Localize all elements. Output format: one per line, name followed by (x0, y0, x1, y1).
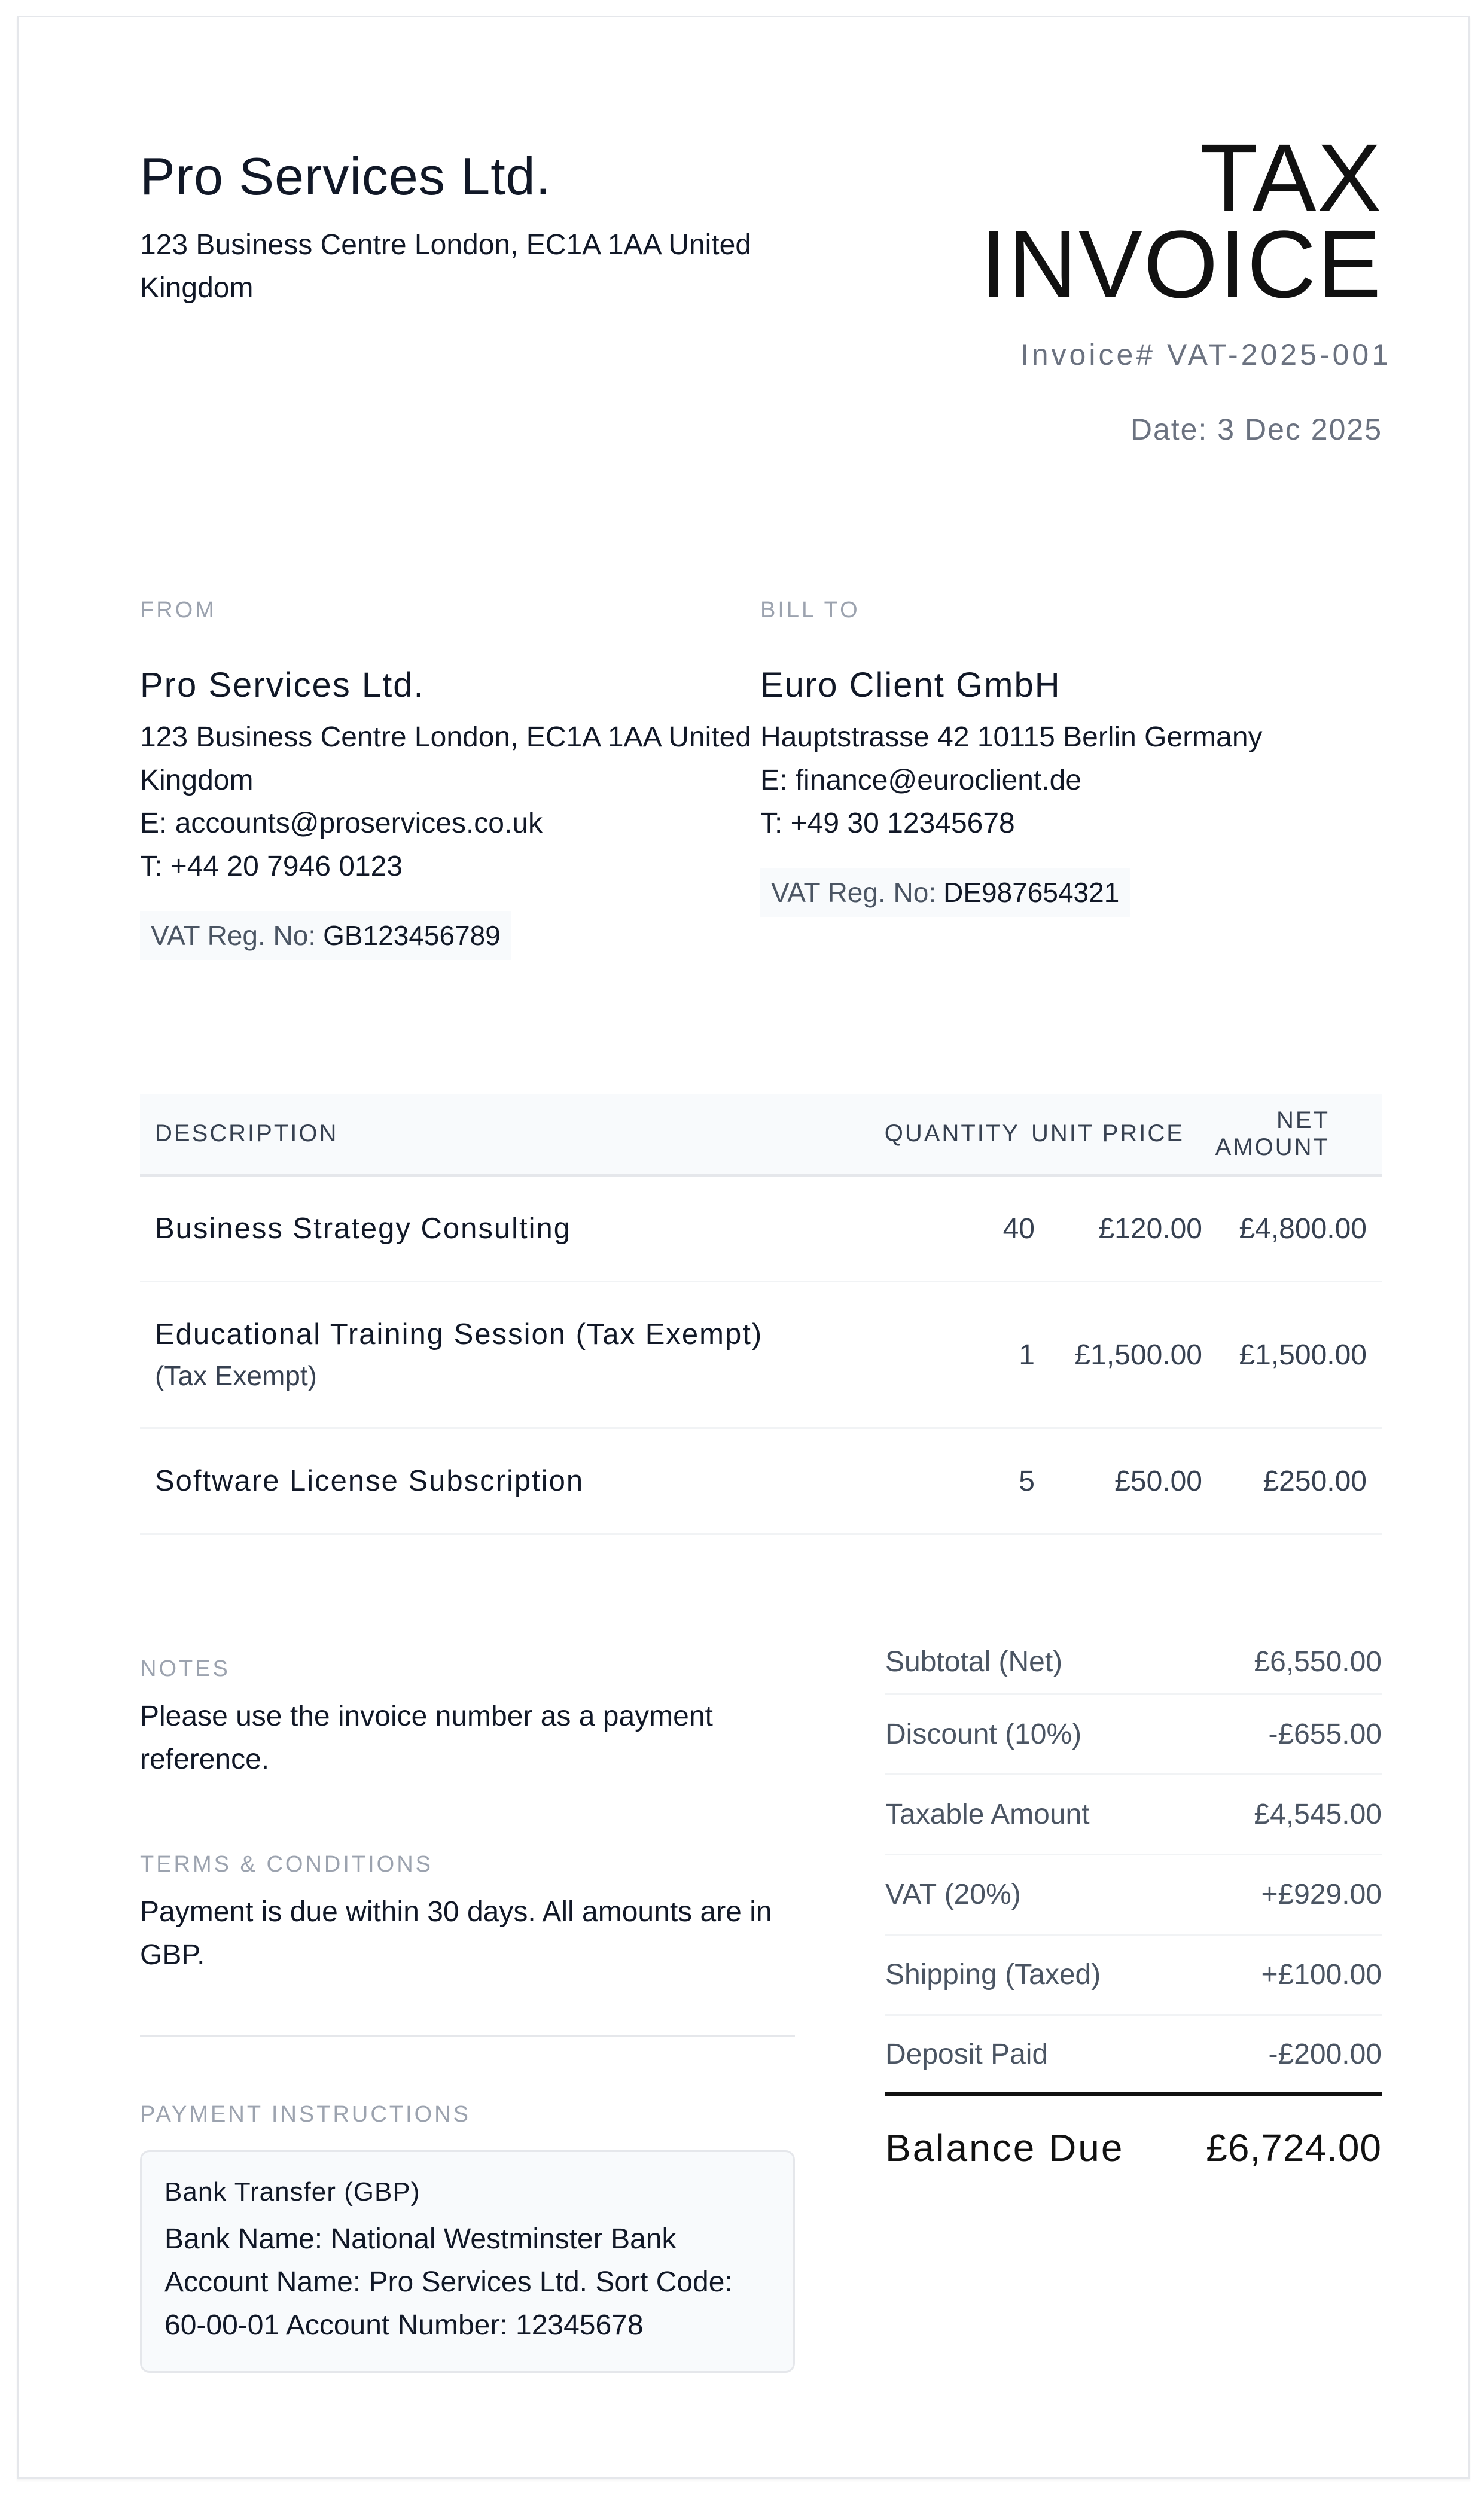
payment-method: Bank Transfer (GBP) (164, 2177, 420, 2206)
item-description: Software License Subscription (155, 1465, 584, 1497)
vat-label: VAT Reg. No: (151, 920, 316, 951)
total-label: Subtotal (Net) (885, 1646, 1063, 1678)
from-vat-badge (140, 911, 511, 960)
bank-details: Bank Name: National Westminster Bank Account Name: Pro Services Ltd. Sort Code: 60-00-01 Account Number: 12345678 (164, 2223, 733, 2341)
invoice-date: Date: 3 Dec 2025 (1130, 413, 1382, 446)
total-value: +£929.00 (1261, 1879, 1382, 1910)
discount-row (885, 1695, 1382, 1775)
total-value: -£200.00 (1268, 2038, 1382, 2070)
total-label: VAT (20%) (885, 1879, 1021, 1910)
total-value: £4,545.00 (1254, 1799, 1382, 1830)
item-description: Business Strategy Consulting (155, 1212, 572, 1245)
table-row (140, 1282, 1382, 1429)
total-label: Taxable Amount (885, 1799, 1090, 1830)
subtotal-row (885, 1632, 1382, 1695)
total-label: Shipping (Taxed) (885, 1959, 1101, 1991)
item-net-amount: £1,500.00 (1239, 1339, 1367, 1371)
total-label: Discount (10%) (885, 1718, 1082, 1750)
bill-to-label: BILL TO (760, 598, 860, 623)
notes-label: NOTES (140, 1656, 230, 1681)
column-header-net-amount: NET AMOUNT (1215, 1107, 1330, 1160)
terms-label: TERMS & CONDITIONS (140, 1852, 434, 1877)
item-net-amount: £4,800.00 (1239, 1212, 1367, 1245)
line-items-table (140, 1094, 1382, 1535)
bill-to-address: Hauptstrasse 42 10115 Berlin Germany (760, 721, 1263, 753)
invoice-page (17, 16, 1470, 2479)
document-title (736, 124, 1382, 318)
payment-instructions-box (140, 2150, 795, 2373)
title-line-1: TAX (1199, 124, 1382, 231)
total-label: Deposit Paid (885, 2038, 1049, 2070)
shipping-row (885, 1936, 1382, 2016)
deposit-row (885, 2016, 1382, 2096)
table-header (140, 1094, 1382, 1177)
column-header-description: DESCRIPTION (155, 1120, 339, 1147)
from-section (140, 598, 756, 960)
from-label: FROM (140, 598, 217, 623)
item-unit-price: £1,500.00 (1074, 1339, 1202, 1371)
table-row (140, 1177, 1382, 1282)
table-row (140, 1429, 1382, 1535)
balance-due-label: Balance Due (885, 2126, 1125, 2169)
bill-to-details (760, 716, 1376, 845)
bill-to-name: Euro Client GmbH (760, 666, 1061, 705)
payment-instructions-label: PAYMENT INSTRUCTIONS (140, 2102, 471, 2127)
company-address: 123 Business Centre London, EC1A 1AA United Kingdom (140, 229, 752, 304)
item-net-amount: £250.00 (1263, 1465, 1367, 1497)
item-description-cell (140, 1318, 897, 1392)
balance-due-row (885, 2126, 1382, 2170)
vat-value: DE987654321 (943, 877, 1120, 908)
invoice-number: Invoice# VAT-2025-001 (1020, 338, 1391, 371)
from-address: 123 Business Centre London, EC1A 1AA United Kingdom (140, 721, 752, 796)
from-phone: T: +44 20 7946 0123 (140, 851, 403, 882)
total-value: £6,550.00 (1254, 1646, 1382, 1678)
totals-summary (885, 1632, 1382, 2170)
from-details (140, 716, 756, 888)
divider (140, 2035, 795, 2037)
column-header-unit-price: UNIT PRICE (1031, 1120, 1184, 1147)
from-email: E: accounts@proservices.co.uk (140, 807, 543, 839)
notes-text: Please use the invoice number as a payment reference. (140, 1700, 713, 1775)
balance-due-value: £6,724.00 (1206, 2126, 1382, 2169)
vat-value: GB123456789 (323, 920, 501, 951)
column-header-quantity: QUANTITY (884, 1120, 1020, 1147)
bill-to-phone: T: +49 30 12345678 (760, 807, 1015, 839)
item-tax-note: (Tax Exempt) (155, 1360, 317, 1391)
vat-label: VAT Reg. No: (771, 877, 937, 908)
item-quantity: 5 (1019, 1465, 1035, 1497)
item-description: Educational Training Session (Tax Exempt) (155, 1318, 763, 1351)
total-value: +£100.00 (1261, 1959, 1382, 1991)
bill-to-section (760, 598, 1376, 917)
taxable-amount-row (885, 1775, 1382, 1855)
company-name: Pro Services Ltd. (140, 147, 551, 206)
item-unit-price: £50.00 (1114, 1465, 1202, 1497)
item-unit-price: £120.00 (1098, 1212, 1202, 1245)
title-line-2: INVOICE (980, 211, 1382, 318)
total-value: -£655.00 (1268, 1718, 1382, 1750)
from-name: Pro Services Ltd. (140, 666, 425, 705)
notes-column (140, 1656, 795, 2373)
bill-to-email: E: finance@euroclient.de (760, 764, 1082, 796)
bill-to-vat-badge (760, 868, 1130, 917)
item-quantity: 40 (1002, 1212, 1035, 1245)
vat-row (885, 1855, 1382, 1936)
item-quantity: 1 (1019, 1339, 1035, 1371)
terms-text: Payment is due within 30 days. All amounts are in GBP. (140, 1896, 772, 1971)
